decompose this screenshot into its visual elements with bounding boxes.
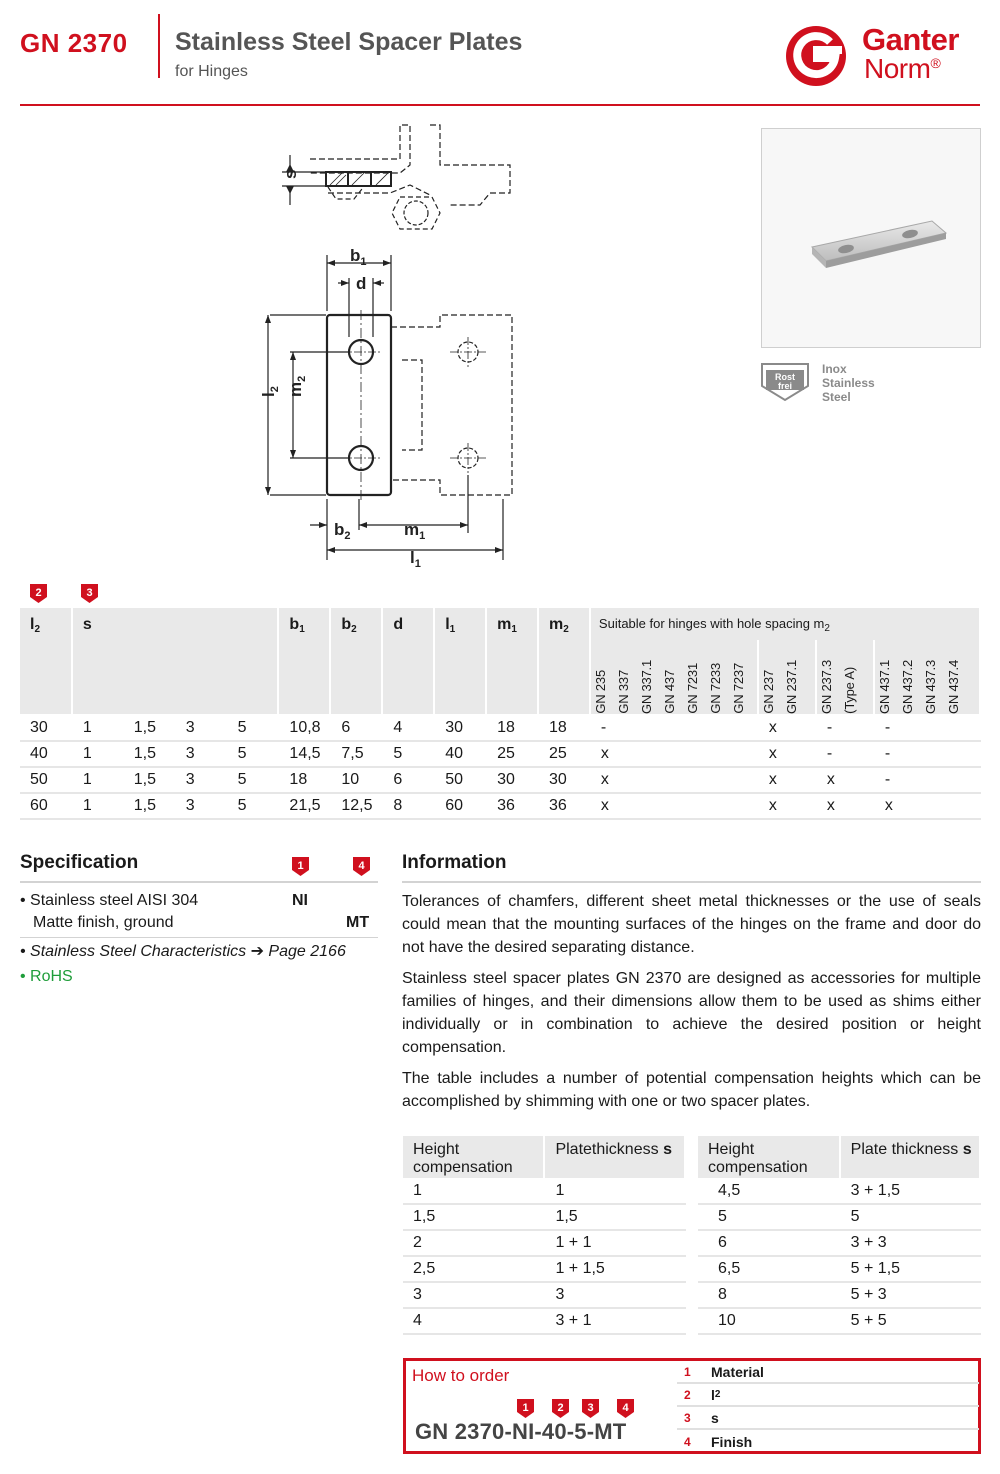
- table-cell: 3: [175, 741, 227, 767]
- table-row: [698, 1204, 980, 1230]
- comp-right-header-thickness: Plate thickness s: [840, 1136, 980, 1178]
- hinge-model-label: (Type A): [841, 667, 857, 714]
- table-cell: 7,5: [330, 741, 382, 767]
- table-row: [698, 1308, 980, 1334]
- table-cell: 8: [382, 793, 434, 819]
- hinge-model-label: GN 237.3: [818, 659, 834, 714]
- table-cell: 25: [486, 741, 538, 767]
- table-row: [403, 1230, 685, 1256]
- table-cell: 18: [486, 715, 538, 741]
- table-cell: 36: [486, 793, 538, 819]
- table-cell: 5: [840, 1204, 980, 1230]
- spec-divider: [20, 937, 378, 938]
- spec-rule: [20, 881, 378, 883]
- compensation-table-left: [403, 1136, 686, 1335]
- order-legend-item: 4 Finish: [684, 1433, 753, 1450]
- col-header-l1: $l_1$: [434, 608, 486, 715]
- info-rule: [402, 881, 981, 883]
- table-cell: 3: [403, 1282, 544, 1308]
- table-cell: -: [874, 767, 980, 793]
- col-header-suitable: Suitable for hinges with hole spacing $m_2$ GN 235 GN 337 GN 337.1 GN 437 GN 7231 GN 7233 GN 7237 GN 237 GN 237.1 GN 237.3 (Type A) GN 437.1 GN 437.2 GN 437.3 GN 437.4: [590, 608, 980, 715]
- col-header-s: s: [72, 608, 279, 715]
- table-cell: 3: [175, 767, 227, 793]
- order-marker-4-icon: [617, 1399, 634, 1418]
- comp-right-header-height: Height compensation: [698, 1136, 840, 1178]
- table-cell: 1,5: [123, 767, 175, 793]
- table-row: [403, 1308, 685, 1334]
- hinge-model-label: GN 437.1: [876, 659, 892, 714]
- col-header-l2: $l_2$: [20, 608, 72, 715]
- table-cell: 5: [227, 741, 279, 767]
- table-cell: 30: [434, 715, 486, 741]
- dim-label-b1: $b_1$: [350, 246, 367, 268]
- dim-label-m2: $m_2$: [286, 375, 308, 397]
- table-row: [20, 767, 980, 793]
- svg-text:2: 2: [35, 587, 42, 599]
- inox-label: Inox: [822, 362, 847, 376]
- table-cell: 1 + 1: [544, 1230, 685, 1256]
- col-header-m2: $m_2$: [538, 608, 590, 715]
- table-cell: x: [590, 767, 758, 793]
- table-cell: 50: [434, 767, 486, 793]
- table-cell: 60: [20, 793, 72, 819]
- table-cell: 6: [330, 715, 382, 741]
- rostfrei-stamp-icon: [760, 362, 812, 402]
- dim-label-d: d: [356, 274, 367, 293]
- table-cell: 1,5: [403, 1204, 544, 1230]
- dim-label-m1: $m_1$: [404, 520, 426, 542]
- steel-label: Steel: [822, 390, 851, 404]
- table-cell: x: [758, 715, 816, 741]
- marker-4-icon: [353, 857, 370, 876]
- svg-text:4: 4: [622, 1402, 629, 1414]
- spec-material-code: NI: [292, 892, 308, 909]
- hinge-model-label: GN 437.3: [922, 659, 938, 714]
- table-row: [20, 793, 980, 819]
- table-cell: 5: [227, 767, 279, 793]
- product-photo: [761, 128, 981, 348]
- table-cell: -: [874, 715, 980, 741]
- comp-left-header-thickness: Platethickness s: [544, 1136, 685, 1178]
- table-cell: x: [590, 793, 758, 819]
- marker-1-icon: [292, 857, 309, 876]
- table-cell: 14,5: [278, 741, 330, 767]
- table-cell: 3 + 1: [544, 1308, 685, 1334]
- svg-text:1: 1: [297, 860, 304, 872]
- spec-finish-code: MT: [346, 914, 370, 931]
- table-row: [403, 1256, 685, 1282]
- svg-text:4: 4: [358, 860, 365, 872]
- page-title: Stainless Steel Spacer Plates: [175, 28, 523, 56]
- table-cell: 1: [72, 793, 123, 819]
- table-row: [403, 1178, 685, 1204]
- order-legend-item: 1 Material: [677, 1361, 979, 1384]
- hinge-group-1: [591, 640, 759, 714]
- table-cell: 6: [382, 767, 434, 793]
- table-cell: 5 + 5: [840, 1308, 980, 1334]
- dim-label-b2: $b_2$: [334, 520, 351, 542]
- table-row: [698, 1178, 980, 1204]
- table-cell: x: [758, 741, 816, 767]
- table-cell: 5: [227, 793, 279, 819]
- info-title: Information: [402, 852, 507, 873]
- hinge-model-label: GN 237.1: [783, 659, 799, 714]
- order-marker-2-icon: [552, 1399, 569, 1418]
- table-cell: 3 + 1,5: [840, 1178, 980, 1204]
- table-cell: 1: [403, 1178, 544, 1204]
- table-cell: x: [816, 767, 874, 793]
- logo-text-ganter: Ganter: [862, 22, 959, 57]
- table-row: [698, 1282, 980, 1308]
- rohs-label: • RoHS: [20, 968, 73, 985]
- table-cell: 60: [434, 793, 486, 819]
- hinge-model-label: GN 437: [661, 670, 677, 714]
- table-cell: 2,5: [403, 1256, 544, 1282]
- table-cell: 12,5: [330, 793, 382, 819]
- table-cell: 36: [538, 793, 590, 819]
- table-cell: 40: [434, 741, 486, 767]
- table-cell: 1: [544, 1178, 685, 1204]
- table-cell: 1 + 1,5: [544, 1256, 685, 1282]
- table-cell: 18: [538, 715, 590, 741]
- hinge-group-4: [875, 640, 975, 714]
- logo-text-norm: Norm®: [864, 53, 941, 84]
- table-cell: 3: [175, 793, 227, 819]
- table-cell: 4: [403, 1308, 544, 1334]
- svg-text:frei: frei: [777, 381, 793, 391]
- table-cell: 18: [278, 767, 330, 793]
- svg-text:1: 1: [522, 1402, 529, 1414]
- table-cell: x: [816, 793, 874, 819]
- how-to-order-label: How to order: [412, 1366, 510, 1385]
- order-legend: [677, 1361, 979, 1453]
- table-cell: 4,5: [698, 1178, 840, 1204]
- hinge-model-label: GN 337.1: [638, 659, 654, 714]
- spec-material: • Stainless steel AISI 304: [20, 892, 199, 909]
- product-code: GN 2370: [20, 28, 128, 58]
- table-cell: 1: [72, 767, 123, 793]
- table-cell: 1,5: [123, 715, 175, 741]
- table-cell: 5: [382, 741, 434, 767]
- order-code-example: GN 2370-NI-40-5-MT: [415, 1419, 627, 1444]
- col-header-m1: $m_1$: [486, 608, 538, 715]
- hinge-model-label: GN 237: [760, 670, 776, 714]
- table-cell: 3: [175, 715, 227, 741]
- table-row: [20, 741, 980, 767]
- table-row: [698, 1230, 980, 1256]
- table-cell: -: [874, 741, 980, 767]
- table-cell: -: [816, 741, 874, 767]
- order-marker-3-icon: [582, 1399, 599, 1418]
- col-header-d: d: [382, 608, 434, 715]
- table-cell: 3 + 3: [840, 1230, 980, 1256]
- spacer-plate-image: [762, 129, 982, 349]
- table-row: [403, 1282, 685, 1308]
- header-divider: [158, 14, 160, 78]
- header-rule: [20, 104, 980, 106]
- compensation-table-right: [698, 1136, 981, 1335]
- spec-title: Specification: [20, 852, 139, 873]
- table-cell: 6,5: [698, 1256, 840, 1282]
- table-cell: 3: [544, 1282, 685, 1308]
- table-cell: 5: [227, 715, 279, 741]
- table-cell: 30: [486, 767, 538, 793]
- table-cell: 10: [330, 767, 382, 793]
- dim-label-s: s: [281, 169, 300, 179]
- table-cell: -: [590, 715, 758, 741]
- technical-drawing: [250, 115, 550, 575]
- table-cell: 5: [698, 1204, 840, 1230]
- table-cell: 25: [538, 741, 590, 767]
- order-legend-item: 3 s: [677, 1407, 979, 1430]
- hinge-model-label: GN 7237: [730, 663, 746, 714]
- hinge-group-3: [817, 640, 875, 714]
- hinge-group-2: [759, 640, 817, 714]
- table-cell: 2: [403, 1230, 544, 1256]
- table-cell: 4: [382, 715, 434, 741]
- hinge-model-label: GN 337: [615, 670, 631, 714]
- table-cell: x: [758, 793, 816, 819]
- info-paragraph-2: Stainless steel spacer plates GN 2370 are designed as accessories for multiple families of hinges, and their dimensions allow them to be used as shims either individually or in combination to achieve the desired position or height compensation.: [402, 970, 981, 1056]
- comp-left-header-height: Height compensation: [403, 1136, 544, 1178]
- info-paragraph-1: Tolerances of chamfers, different sheet metal thicknesses or the use of seals could mean that the mounting surfaces of the hinges on the frame and door do not have the desired separating distance.: [402, 893, 981, 956]
- col-header-b2: $b_2$: [330, 608, 382, 715]
- col-header-b1: $b_1$: [278, 608, 330, 715]
- stainless-label: Stainless: [822, 376, 875, 390]
- table-cell: 5 + 1,5: [840, 1256, 980, 1282]
- info-paragraph-3: The table includes a number of potential compensation heights which can be accomplished by shimming with one or two spacer plates.: [402, 1070, 981, 1110]
- order-marker-1-icon: [517, 1399, 534, 1418]
- table-cell: 1,5: [123, 793, 175, 819]
- spec-link[interactable]: • Stainless Steel Characteristics ➔ Page 2166: [20, 943, 346, 960]
- table-cell: 1,5: [123, 741, 175, 767]
- ganter-logo-icon: [784, 24, 848, 88]
- table-cell: x: [758, 767, 816, 793]
- table-cell: 5 + 3: [840, 1282, 980, 1308]
- hinge-model-label: GN 437.4: [945, 659, 961, 714]
- dim-label-l2: $l_2$: [259, 386, 281, 397]
- table-cell: 1: [72, 715, 123, 741]
- table-cell: 10: [698, 1308, 840, 1334]
- svg-text:2: 2: [557, 1402, 564, 1414]
- hinge-model-label: GN 7233: [707, 663, 723, 714]
- marker-2-icon: [30, 584, 47, 603]
- table-cell: 10,8: [278, 715, 330, 741]
- table-row: [403, 1204, 685, 1230]
- table-cell: 50: [20, 767, 72, 793]
- table-cell: -: [816, 715, 874, 741]
- table-cell: 8: [698, 1282, 840, 1308]
- table-row: [698, 1256, 980, 1282]
- table-cell: 21,5: [278, 793, 330, 819]
- table-cell: 30: [538, 767, 590, 793]
- dimension-table: [20, 608, 981, 820]
- table-cell: x: [874, 793, 980, 819]
- svg-text:Rost: Rost: [775, 372, 795, 382]
- table-cell: 1: [72, 741, 123, 767]
- order-legend-item: 2 l 2: [677, 1384, 979, 1407]
- page-subtitle: for Hinges: [175, 63, 248, 80]
- spec-finish: Matte finish, ground: [33, 914, 174, 931]
- marker-3-icon: [81, 584, 98, 603]
- table-cell: 6: [698, 1230, 840, 1256]
- svg-text:3: 3: [587, 1402, 594, 1414]
- dim-label-l1: $l_1$: [410, 548, 421, 570]
- table-cell: x: [590, 741, 758, 767]
- hinge-model-label: GN 235: [592, 670, 608, 714]
- svg-text:3: 3: [86, 587, 93, 599]
- hinge-model-label: GN 437.2: [899, 659, 915, 714]
- hinge-model-label: GN 7231: [684, 663, 700, 714]
- table-cell: 40: [20, 741, 72, 767]
- table-cell: 30: [20, 715, 72, 741]
- table-row: [20, 715, 980, 741]
- table-cell: 1,5: [544, 1204, 685, 1230]
